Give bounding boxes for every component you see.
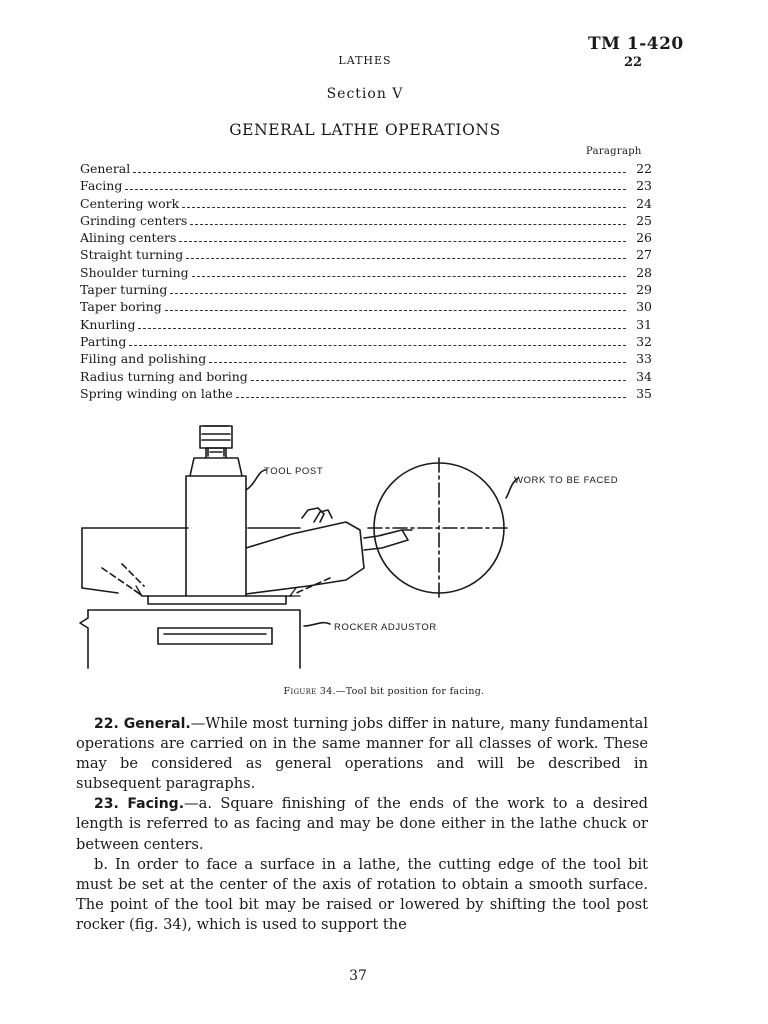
label-rocker-adjustor: ROCKER ADJUSTOR [334,622,437,633]
toc-leader [251,379,626,381]
toc-leader [236,396,626,398]
toc-para: 24 [636,195,652,211]
paragraph-23 [76,794,648,854]
paragraph-heading: 22. General. [94,716,191,732]
toc-row [80,334,652,351]
tool-bit [364,530,408,550]
toc-row [80,265,652,282]
toc-label: Radius turning and boring [80,368,248,384]
page-number: 37 [349,968,367,984]
toc-leader [190,223,626,225]
toc-label: Spring winding on lathe [80,385,233,401]
toc-leader [209,361,626,363]
toc-leader [182,206,626,208]
toc-leader [165,309,626,311]
toc-label: Alining centers [80,230,177,246]
paragraph-text: —While most turning jobs differ in nature, many fundamental operations are carried on in the same manner for all classes of work. These may be considered as general operations and will be described in subsequent paragraphs. [76,715,648,793]
table-of-contents [80,161,652,403]
toc-row [80,299,652,316]
running-title: LATHES [338,54,392,67]
toc-para: 29 [636,282,652,298]
toc-para: 25 [636,212,652,228]
toc-para: 27 [636,247,652,263]
toc-leader [186,257,626,259]
paragraph-heading: 23. Facing. [94,796,185,813]
label-work-to-be-faced: WORK TO BE FACED [514,475,619,486]
tm-number: TM 1-420 [588,34,684,54]
compound-rest [148,596,286,604]
paragraph-22 [76,714,648,794]
toc-para: 35 [636,385,652,401]
lathe-facing-figure [78,418,658,680]
toc-para: 31 [636,316,652,332]
section-heading: Section V [326,86,404,102]
header-paragraph-number: 22 [624,55,643,70]
toc-row [80,386,652,403]
toc-leader [179,240,626,242]
toc-leader [170,292,626,294]
caption-text: —Tool bit position for facing. [335,686,485,697]
caption-label: Figure 34. [283,686,336,697]
toc-row [80,161,652,178]
toc-row [80,196,652,213]
toc-para: 28 [636,264,652,280]
toc-leader [125,188,626,190]
body-text [76,714,648,935]
toc-para: 23 [636,178,652,194]
toc-para: 32 [636,333,652,349]
toc-label: Taper boring [80,299,162,315]
toc-label: General [80,161,131,176]
page-title: GENERAL LATHE OPERATIONS [229,121,501,139]
toc-label: Knurling [80,316,136,332]
toc-para: 26 [636,230,652,246]
tool-post [186,476,246,596]
toc-para: 34 [636,368,652,384]
toc-label: Parting [80,333,127,349]
toc-column-label: Paragraph [586,146,642,157]
toc-row [80,213,652,230]
toc-leader [138,327,626,329]
carriage-base [88,610,300,668]
toc-leader [192,275,626,277]
toc-row [80,317,652,334]
toc-label: Shoulder turning [80,264,189,280]
toc-label: Filing and polishing [80,351,207,367]
toc-row [80,351,652,368]
toc-label: Facing [80,178,123,194]
paragraph-text: b. In order to face a surface in a lathe, the cutting edge of the tool bit must be set at the center of the axis of rotation to obtain a smooth surface. The point of the tool bit may be raised or lowered by shifting the tool post rocker (fig. 34), which is used to support the [76,855,648,933]
toc-row [80,230,652,247]
toc-row [80,282,652,299]
figure-caption [0,686,768,697]
toc-para: 33 [636,351,652,367]
toc-label: Centering work [80,195,180,211]
toc-label: Grinding centers [80,212,188,228]
label-tool-post: TOOL POST [264,466,324,477]
toc-label: Straight turning [80,247,184,263]
toc-row [80,247,652,264]
paragraph-text: —a. Square finishing of the ends of the work to a desired length is referred to as facing and may be done either in the lathe chuck or between centers. [76,795,648,853]
paragraph-23b [76,855,648,935]
toc-leader [129,344,626,346]
toc-para: 30 [636,299,652,315]
tool-holder [246,522,364,594]
toc-para: 22 [636,161,652,176]
toc-label: Taper turning [80,282,168,298]
toc-row [80,178,652,195]
toc-row [80,369,652,386]
toc-leader [133,171,626,173]
